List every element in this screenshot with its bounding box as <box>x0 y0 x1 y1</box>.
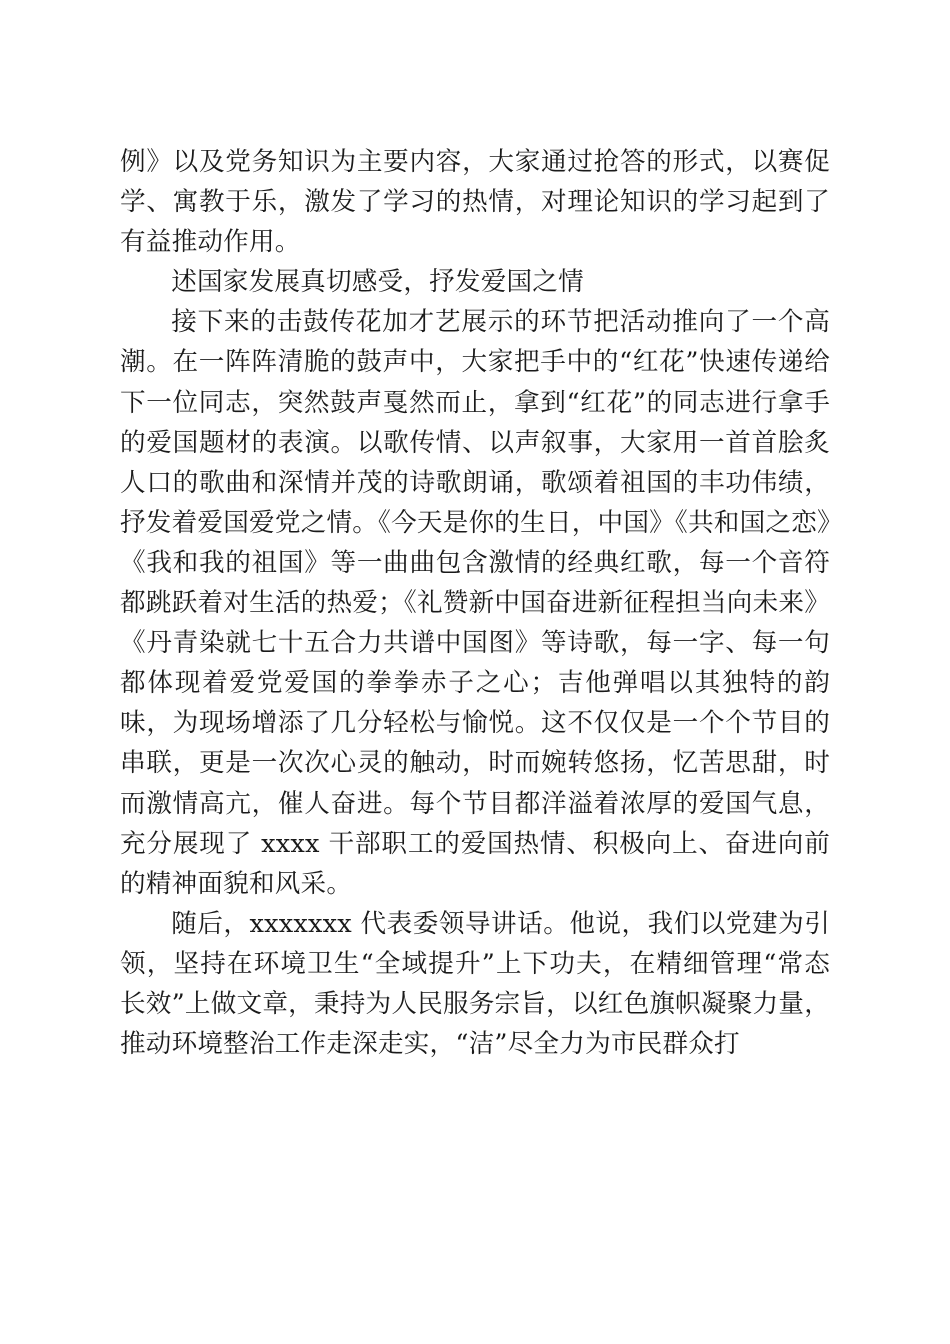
section-heading: 述国家发展真切感受，抒发爱国之情 <box>171 267 584 298</box>
paragraph-speech: 随后，xxxxxxx 代表委领导讲话。他说，我们以党建为引领，坚持在环境卫生“全域提升”上下功夫，在精细管理“常态长效”上做文章，秉持为人民服务宗旨，以红色旗帜凝聚力量，推动环境整治工作走深走实，“洁”尽全力为市民群众打 <box>120 908 830 1060</box>
document-body <box>120 142 830 1064</box>
paragraph-performance: 接下来的击鼓传花加才艺展示的环节把活动推向了一个高潮。在一阵阵清脆的鼓声中，大家把手中的“红花”快速传递给下一位同志，突然鼓声戛然而止，拿到“红花”的同志进行拿手的爱国题材的表演。以歌传情、以声叙事，大家用一首首脍炙人口的歌曲和深情并茂的诗歌朗诵，歌颂着祖国的丰功伟绩，抒发着爱国爱党之情。《今天是你的生日，中国》《共和国之恋》《我和我的祖国》等一曲曲包含激情的经典红歌，每一个音符都跳跃着对生活的热爱；《礼赞新中国奋进新征程担当向未来》《丹青染就七十五合力共谱中国图》等诗歌，每一字、每一句都体现着爱党爱国的拳拳赤子之心；吉他弹唱以其独特的韵味，为现场增添了几分轻松与愉悦。这不仅仅是一个个节目的串联，更是一次次心灵的触动，时而婉转悠扬，忆苦思甜，时而激情高亢，催人奋进。每个节目都洋溢着浓厚的爱国气息，充分展现了 xxxx 干部职工的爱国热情、积极向上、奋进向前的精神面貌和风采。 <box>120 307 830 899</box>
paragraph-continuation: 例》以及党务知识为主要内容，大家通过抢答的形式，以赛促学、寓教于乐，激发了学习的热情，对理论知识的学习起到了有益推动作用。 <box>120 147 830 258</box>
